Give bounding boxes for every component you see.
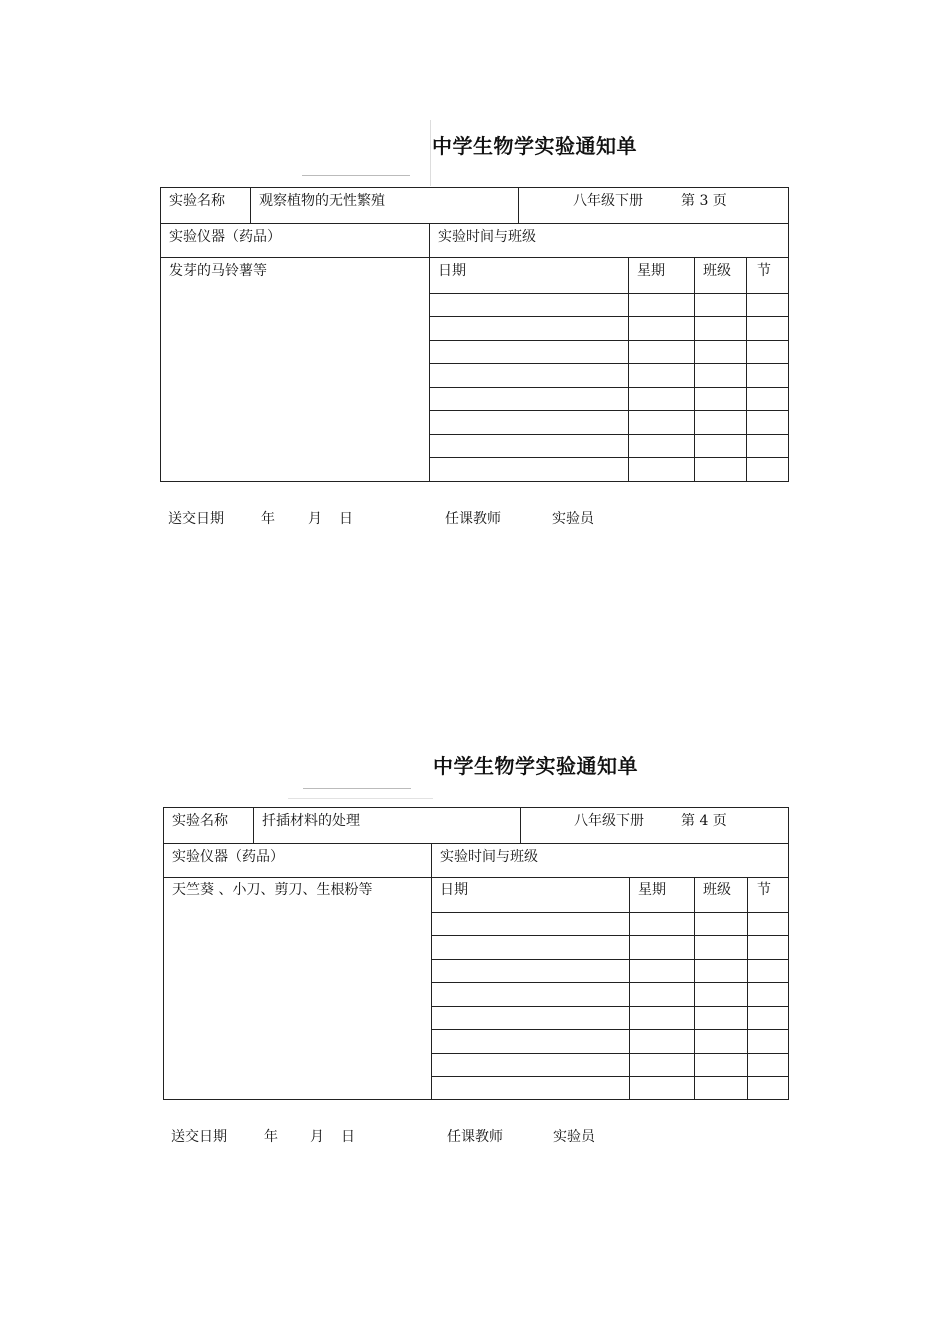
grade-label: 八年级下册 — [573, 193, 643, 209]
footer-month-label: 月 — [310, 1129, 324, 1145]
col-divider — [694, 257, 695, 481]
form-footer — [0, 508, 950, 528]
col-divider — [431, 843, 432, 1099]
col-divider — [429, 223, 430, 481]
col-divider — [628, 257, 629, 481]
row-divider — [429, 316, 788, 317]
row-divider — [429, 387, 788, 388]
col-header-date: 日期 — [440, 882, 468, 898]
row-divider — [431, 935, 788, 936]
footer-submit-date-label: 送交日期 — [168, 511, 224, 527]
experiment-name-label: 实验名称 — [172, 813, 228, 829]
schedule-label: 实验时间与班级 — [438, 229, 536, 245]
title-underline — [302, 175, 410, 176]
col-header-weekday: 星期 — [638, 882, 666, 898]
row-divider — [431, 1029, 788, 1030]
row-divider — [429, 434, 788, 435]
col-header-weekday: 星期 — [637, 263, 665, 279]
row-divider — [431, 982, 788, 983]
col-divider — [747, 877, 748, 1099]
footer-month-label: 月 — [308, 511, 322, 527]
col-header-class: 班级 — [703, 263, 731, 279]
row-divider — [431, 1076, 788, 1077]
row-divider — [429, 340, 788, 341]
form-title: 中学生物学实验通知单 — [433, 754, 638, 778]
row-divider — [429, 363, 788, 364]
page-number: 第 3 页 — [681, 193, 727, 209]
footer-lab-assistant-label: 实验员 — [553, 1129, 595, 1145]
col-divider — [520, 808, 521, 843]
row-divider — [164, 843, 788, 844]
form-table — [163, 807, 789, 1100]
row-divider — [161, 223, 788, 224]
experiment-name-value: 扦插材料的处理 — [262, 813, 360, 829]
row-divider — [429, 457, 788, 458]
equipment-label: 实验仪器（药品） — [169, 229, 281, 245]
col-divider — [629, 877, 630, 1099]
footer-teacher-label: 任课教师 — [445, 511, 501, 527]
experiment-name-value: 观察植物的无性繁殖 — [259, 193, 385, 209]
footer-year-label: 年 — [264, 1129, 278, 1145]
footer-day-label: 日 — [339, 511, 353, 527]
equipment-value: 天竺葵 、小刀、剪刀、生根粉等 — [172, 882, 373, 898]
form-title: 中学生物学实验通知单 — [432, 134, 637, 158]
row-divider — [429, 293, 788, 294]
col-header-period: 节 — [757, 882, 771, 898]
schedule-label: 实验时间与班级 — [440, 849, 538, 865]
experiment-name-label: 实验名称 — [169, 193, 225, 209]
title-underline — [303, 788, 411, 789]
title-divider — [430, 120, 431, 186]
col-header-date: 日期 — [438, 263, 466, 279]
row-divider — [431, 1006, 788, 1007]
row-divider — [431, 1053, 788, 1054]
footer-lab-assistant-label: 实验员 — [552, 511, 594, 527]
page-number: 第 4 页 — [681, 813, 727, 829]
equipment-value: 发芽的马铃薯等 — [169, 263, 267, 279]
form-footer — [0, 1126, 950, 1146]
footer-day-label: 日 — [341, 1129, 355, 1145]
col-divider — [518, 188, 519, 223]
col-divider — [694, 877, 695, 1099]
col-divider — [250, 188, 251, 223]
col-divider — [746, 257, 747, 481]
row-divider — [429, 410, 788, 411]
title-underline-faint — [288, 798, 433, 799]
form-table — [160, 187, 789, 482]
col-divider — [253, 808, 254, 843]
row-divider — [431, 959, 788, 960]
row-divider — [431, 912, 788, 913]
equipment-label: 实验仪器（药品） — [172, 849, 284, 865]
footer-teacher-label: 任课教师 — [447, 1129, 503, 1145]
footer-submit-date-label: 送交日期 — [171, 1129, 227, 1145]
col-header-class: 班级 — [703, 882, 731, 898]
col-header-period: 节 — [757, 263, 771, 279]
grade-label: 八年级下册 — [574, 813, 644, 829]
footer-year-label: 年 — [261, 511, 275, 527]
